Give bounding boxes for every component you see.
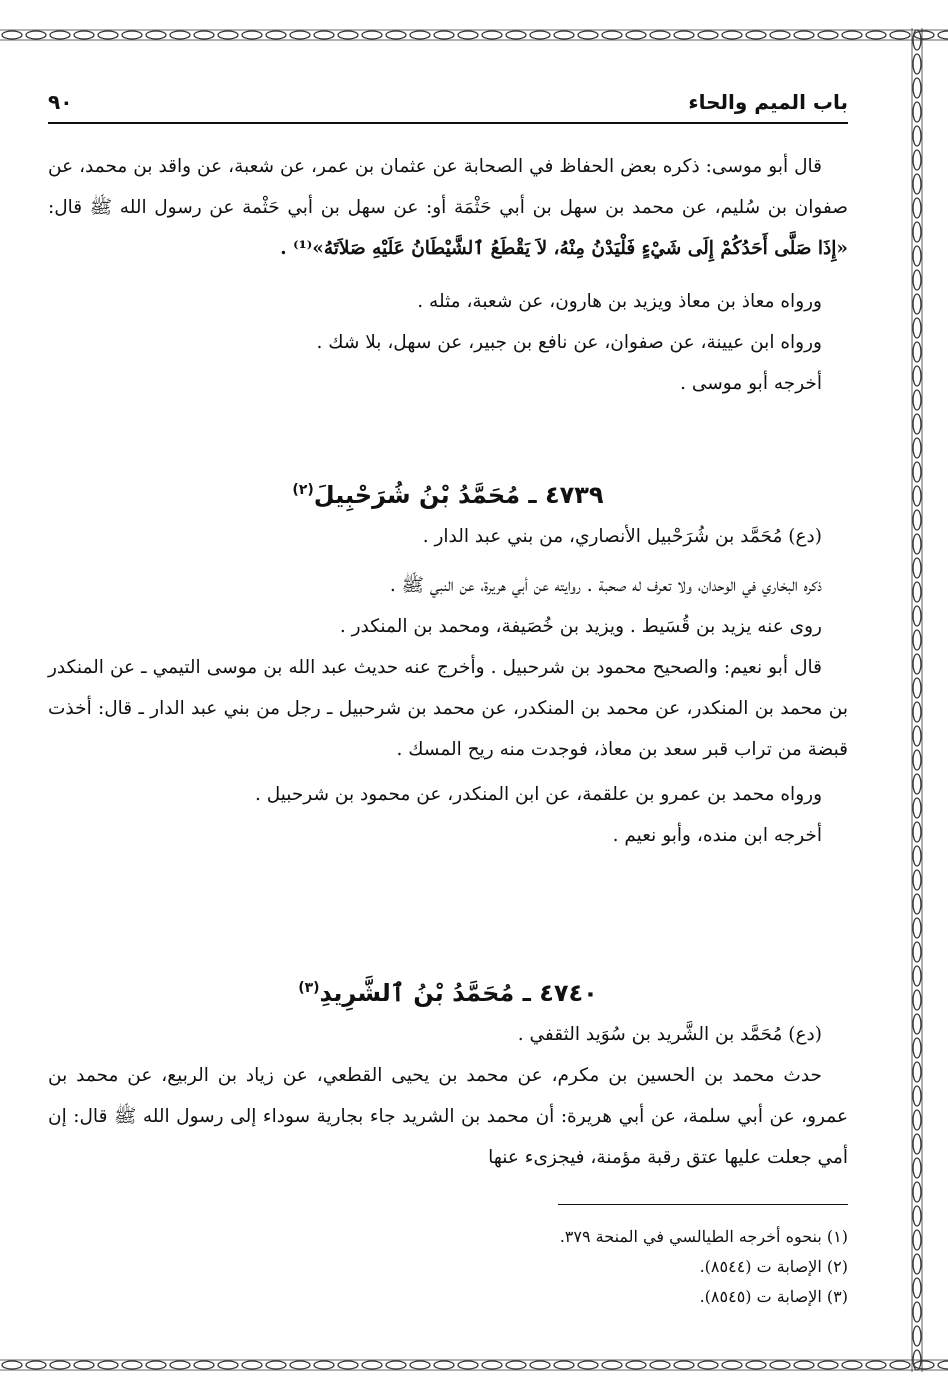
paragraph: أخرجه أبو موسى . [680, 373, 822, 394]
footnote-rule [558, 1204, 848, 1205]
book-page [48, 62, 848, 1352]
footnote: (٣) الإصابة ت (٨٥٤٥). [699, 1287, 848, 1306]
paragraph: حدث محمد بن الحسين بن مكرم، عن محمد بن يحيى القطعي، عن زياد بن الربيع، عن محمد بن عمرو، عن أبي سلمة، عن أبي هريرة: أن محمد بن الشريد جاء بجارية سوداء إلى رسول الله ﷺ قال: إن أمي جعلت عليها عتق رقبة مؤمنة، فيجزىء عنها [48, 1065, 848, 1168]
footnote: (٢) الإصابة ت (٨٥٤٤). [699, 1257, 848, 1276]
top-ornamental-border [0, 28, 948, 42]
entry-heading: ٤٧٣٩ ـ مُحَمَّدُ بْنُ شُرَحْبِيلَ$^{(٢)}$ [292, 481, 604, 509]
footnotes [48, 1222, 848, 1312]
chapter-title: باب الميم والحاء [688, 90, 848, 114]
paragraph: ذكره البخاري في الوحدان، ولا تعرف له صحبة . روايته عن أبي هريرة، عن النبي ﷺ . [389, 575, 822, 596]
paragraph: ورواه معاذ بن معاذ ويزيد بن هارون، عن شعبة، مثله . [417, 291, 822, 312]
paragraph: قال أبو نعيم: والصحيح محمود بن شرحبيل . وأخرج عنه حديث عبد الله بن موسى التيمي ـ عن المنكدر بن محمد بن المنكدر، عن محمد بن المنكدر، عن محمد بن شرحبيل ـ رجل من بني عبد الدار ـ قال: أخذت قبضة من تراب قبر سعد بن معاذ، فوجدت منه ريح المسك . [48, 657, 848, 760]
paragraph: ورواه ابن عيينة، عن صفوان، عن نافع بن جبير، عن سهل، بلا شك . [316, 332, 822, 353]
paragraph: روى عنه يزيد بن قُسَيط . ويزيد بن خُصَيفة، ومحمد بن المنكدر . [339, 616, 822, 637]
paragraph: قال أبو موسى: ذكره بعض الحفاظ في الصحابة عن عثمان بن عمر، عن شعبة، عن واقد بن محمد، عن صفوان بن سُليم، عن محمد بن سهل بن أبي حَثْمَة أو: عن سهل بن أبي حَثْمة عن رسول الله ﷺ قال: «إِذَا صَلَّى أَحَدُكُمْ إِلَى شَيْءٍ فَلْيَدْنُ مِنْهُ، لاَ يَقْطَعُ ٱلشَّيْطَانُ عَلَيْهِ صَلاَتَهُ»⁽¹⁾ . [48, 156, 848, 259]
running-header [48, 90, 848, 124]
entry-continuation [48, 146, 848, 404]
header-rule [48, 122, 848, 124]
page-number: ٩٠ [48, 90, 73, 114]
paragraph: (دع) مُحَمَّد بن الشَّريد بن سُوَيد الثقفي . [517, 1024, 822, 1045]
footnote: (١) بنحوه أخرجه الطيالسي في المنحة ٣٧٩. [559, 1227, 848, 1246]
right-ornamental-border [910, 28, 924, 1372]
entry-4739 [48, 470, 848, 856]
entry-heading: ٤٧٤٠ ـ مُحَمَّدُ بْنُ ٱلشَّرِيدِ$^{(٣)}$ [298, 979, 598, 1007]
paragraph: أخرجه ابن منده، وأبو نعيم . [612, 825, 822, 846]
entry-4740 [48, 968, 848, 1178]
paragraph: (دع) مُحَمَّد بن شُرَحْبيل الأنصاري، من بني عبد الدار . [422, 526, 822, 547]
bottom-ornamental-border [0, 1358, 948, 1372]
hadith-quote: «إِذَا صَلَّى أَحَدُكُمْ إِلَى شَيْءٍ فَلْيَدْنُ مِنْهُ، لاَ يَقْطَعُ ٱلشَّيْطَانُ عَلَيْهِ صَلاَتَهُ»⁽¹⁾ . [280, 238, 848, 259]
footnote-ref: (٣) [298, 980, 320, 996]
paragraph: ورواه محمد بن عمرو بن علقمة، عن ابن المنكدر، عن محمود بن شرحبيل . [254, 784, 822, 805]
footnote-ref: (٢) [292, 482, 314, 498]
